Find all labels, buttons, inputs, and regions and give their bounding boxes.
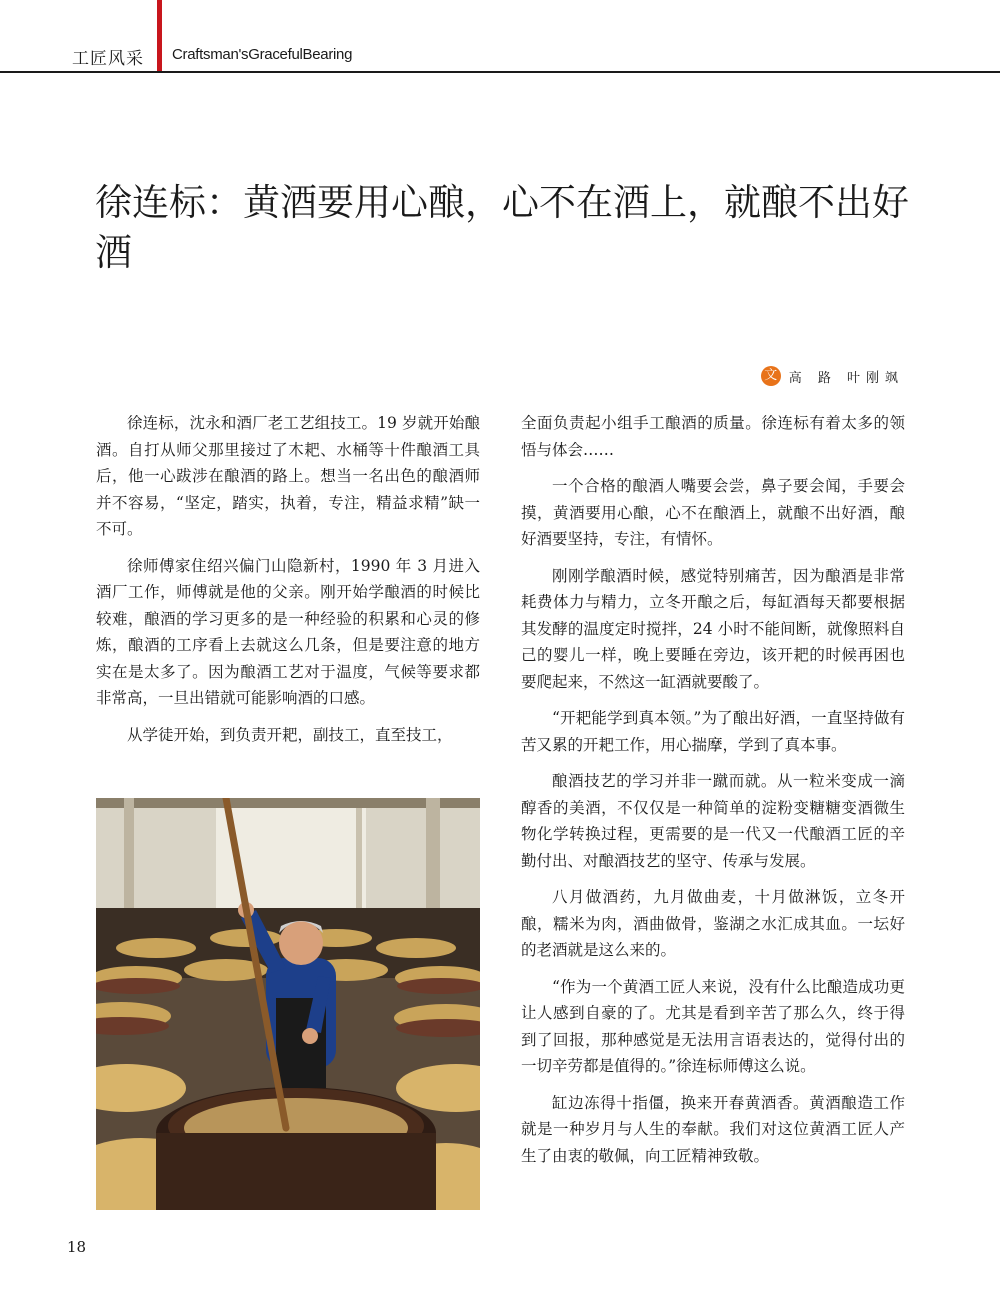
- byline-text-icon: 文: [761, 366, 781, 386]
- paragraph: 一个合格的酿酒人嘴要会尝，鼻子要会闻，手要会摸，黄酒要用心酿，心不在酿酒上，就酿不出好酒，酿好酒要坚持，专注，有情怀。: [521, 477, 905, 548]
- page-number: 18: [67, 1238, 87, 1256]
- paragraph: 酿酒技艺的学习并非一蹴而就。从一粒米变成一滴醇香的美酒，不仅仅是一种简单的淀粉变糖糖变酒微生物化学转换过程，更需要的是一代又一代酿酒工匠的辛勤付出、对酿酒技艺的坚守、传承与发展。: [521, 772, 905, 870]
- paragraph: 缸边冻得十指僵，换来开春黄酒香。黄酒酿造工作就是一种岁月与人生的奉献。我们对这位黄酒工匠人产生了由衷的敬佩，向工匠精神致敬。: [521, 1093, 905, 1165]
- header-accent-bar: [157, 0, 162, 72]
- paragraph: 八月做酒药，九月做曲麦，十月做淋饭，立冬开酿，糯米为肉，酒曲做骨，鉴湖之水汇成其血。一坛好的老酒就是这么来的。: [521, 888, 905, 959]
- paragraph: “作为一个黄酒工匠人来说，没有什么比酿造成功更让人感到自豪的了。尤其是看到辛苦了那么久，终于得到了回报，那种感觉是无法用言语表达的，觉得付出的一切辛劳都是值得的。”徐连标师傅这么说。: [521, 977, 905, 1075]
- paragraph: 徐师傅家住绍兴偏门山隐新村，1990 年 3 月进入酒厂工作，师傅就是他的父亲。刚开始学酿酒的时候比较难，酿酒的学习更多的是一种经验的积累和心灵的修炼，酿酒的工序看上去就这么几条，但是要注意的地方实在是太多了。因为酿酒工艺对于温度，气候等要求都非常高，一旦出错就可能影响酒的口感。: [96, 556, 480, 707]
- section-title-cn: 工匠风采: [72, 49, 144, 69]
- brewery-scene-illustration: [96, 798, 480, 1210]
- header-rule: [0, 71, 1000, 73]
- paragraph: 徐连标，沈永和酒厂老工艺组技工。19 岁就开始酿酒。自打从师父那里接过了木耙、水桶等十件酿酒工具后，他一心跋涉在酿酒的路上。想当一名出色的酿酒师并不容易，“坚定，踏实，执着，专注，精益求精”缺一不可。: [96, 414, 480, 538]
- article-column-left: [96, 410, 480, 758]
- author-names: 高 路 叶刚飒: [788, 370, 904, 386]
- paragraph: 全面负责起小组手工酿酒的质量。徐连标有着太多的领悟与体会……: [521, 414, 905, 459]
- paragraph: 刚刚学酿酒时候，感觉特别痛苦，因为酿酒是非常耗费体力与精力，立冬开酿之后，每缸酒每天都要根据其发酵的温度定时搅拌，24 小时不能间断，就像照料自己的婴儿一样，晚上要睡在旁边，该开耙的时候再困也要爬起来，不然这一缸酒就要酸了。: [521, 566, 905, 691]
- article-column-right: [521, 410, 905, 1179]
- paragraph: 从学徒开始，到负责开耙，副技工，直至技工，: [127, 725, 453, 744]
- brewer-stirring-photo: [96, 798, 480, 1210]
- section-title-en: Craftsman'sGracefulBearing: [172, 46, 353, 63]
- byline: [761, 366, 904, 386]
- paragraph: “开耙能学到真本领。”为了酿出好酒，一直坚持做有苦又累的开耙工作，用心揣摩，学到了真本事。: [521, 709, 905, 754]
- article-title: 徐连标：黄酒要用心酿，心不在酒上，就酿不出好酒: [95, 181, 909, 274]
